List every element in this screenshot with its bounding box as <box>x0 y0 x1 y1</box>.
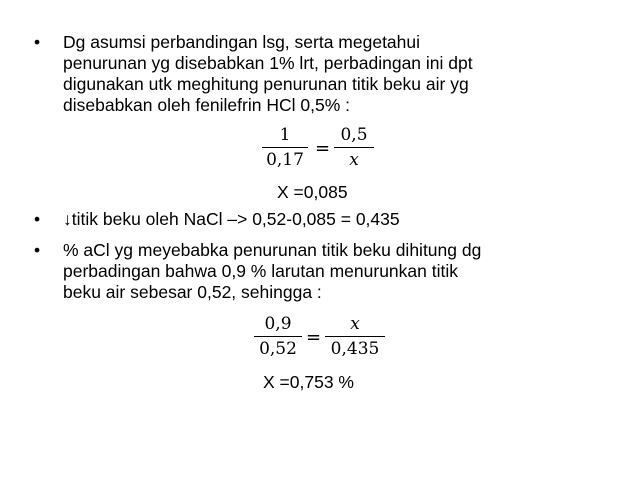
text-line: penurunan yg disebabkan 1% lrt, perbadingan ini dpt <box>63 53 473 73</box>
fraction-left <box>262 124 308 171</box>
fraction-bar <box>262 147 308 148</box>
text-line: digunakan utk meghitung penurunan titik beku air yg <box>63 74 469 94</box>
denominator: 0,17 <box>266 150 304 171</box>
fraction-left <box>254 313 302 360</box>
numerator: x <box>350 314 360 334</box>
fraction-bar <box>325 336 385 337</box>
text-line: disebabkan oleh fenilefrin HCl 0,5% : <box>63 95 350 115</box>
text-line: Dg asumsi perbandingan lsg, serta megetahui <box>63 32 421 52</box>
bullet-marker: • <box>34 32 41 52</box>
bullet-2-text <box>63 209 623 230</box>
denominator: 0,52 <box>259 339 297 360</box>
fraction-bar <box>254 336 302 337</box>
bullet-marker: • <box>34 240 41 260</box>
denominator: x <box>349 150 359 171</box>
fraction-bar <box>334 147 374 148</box>
equals-sign: = <box>315 138 331 159</box>
text-line: perbadingan bahwa 0,9 % larutan menurunkan titik <box>63 261 458 281</box>
bullet-1-text <box>63 32 623 116</box>
text-line: % aCl yg meyebabka penurunan titik beku dihitung dg <box>63 240 482 260</box>
bullet-marker: • <box>34 209 41 229</box>
numerator: 0,5 <box>340 125 368 145</box>
text-line: ↓titik beku oleh NaCl –> 0,52-0,085 = 0,435 <box>63 209 400 229</box>
numerator: 1 <box>279 125 291 145</box>
text-line: beku air sebesar 0,52, sehingga : <box>63 282 322 302</box>
equals-sign: = <box>306 327 322 348</box>
equation-1-result: X =0,085 <box>277 182 348 202</box>
numerator: 0,9 <box>264 314 292 334</box>
denominator: 0,435 <box>330 339 380 360</box>
equation-2-result: X =0,753 % <box>263 372 354 392</box>
bullet-3-text <box>63 240 623 303</box>
fraction-right <box>325 313 385 360</box>
fraction-right <box>334 124 374 171</box>
